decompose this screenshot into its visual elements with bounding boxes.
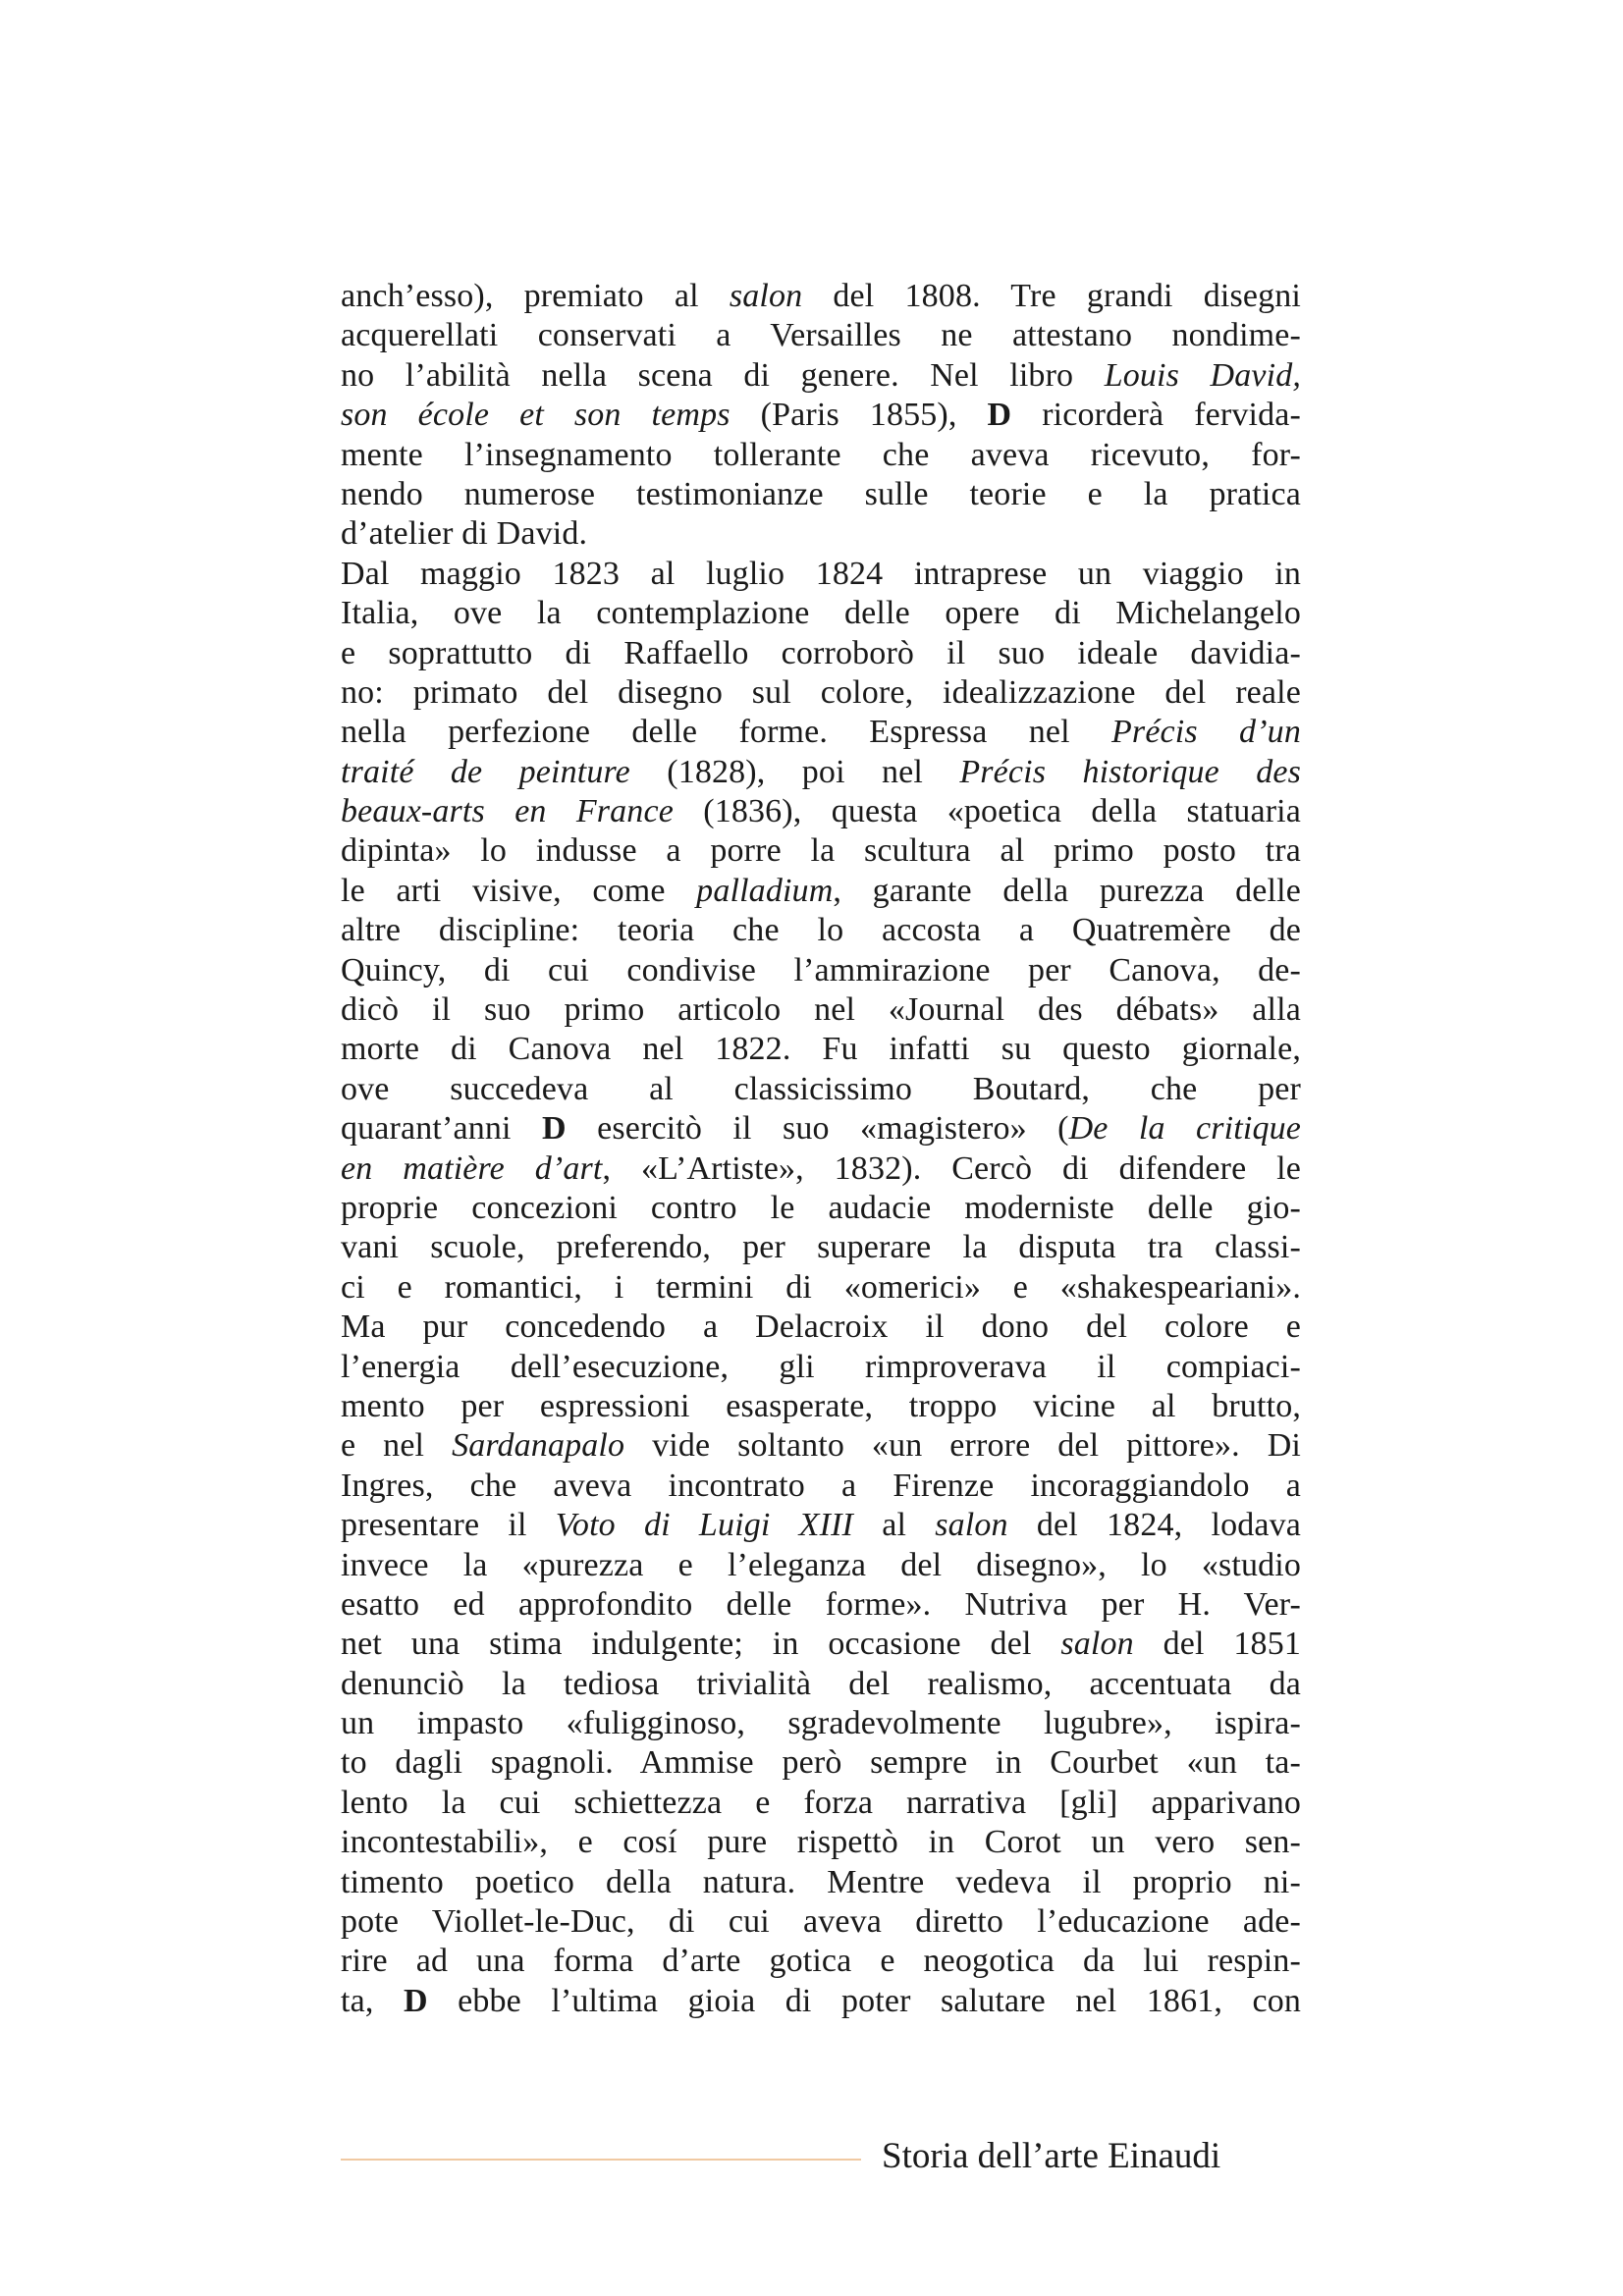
text-span: Ma pur concedendo a Delacroix il dono del colore e xyxy=(341,1308,1301,1346)
text-line xyxy=(341,1863,1301,1902)
text-line xyxy=(341,634,1301,673)
text-span: quarant’anni xyxy=(341,1110,542,1148)
text-span: vani scuole, preferendo, per superare la disputa tra classi- xyxy=(341,1229,1301,1266)
text-span: to dagli spagnoli. Ammise però sempre in Courbet «un ta- xyxy=(341,1744,1301,1782)
text-span: no l’abilità nella scena di genere. Nel libro xyxy=(341,356,1105,394)
italic-span: salon xyxy=(1060,1626,1134,1663)
text-span: Ingres, che aveva incontrato a Firenze incoraggiandolo a xyxy=(341,1467,1301,1504)
text-span: dicò il suo primo articolo nel «Journal des débats» alla xyxy=(341,991,1301,1029)
text-line xyxy=(341,1625,1301,1664)
text-span: ebbe l’ultima gioia di poter salutare nel 1861, con xyxy=(427,1982,1302,2019)
text-line xyxy=(341,990,1301,1030)
text-span: lento la cui schiettezza e forza narrativa [gli] apparivano xyxy=(341,1784,1301,1821)
text-span: vide soltanto «un errore del pittore». Di xyxy=(624,1427,1301,1465)
text-span: Quincy, di cui condivise l’ammirazione per Canova, de- xyxy=(341,951,1301,988)
italic-span: salon xyxy=(935,1507,1008,1544)
italic-span: Voto di Luigi XIII xyxy=(555,1507,854,1544)
text-line xyxy=(341,316,1301,355)
text-line xyxy=(341,951,1301,990)
text-span: pote Viollet-le-Duc, di cui aveva diretto l’educazione ade- xyxy=(341,1903,1301,1941)
text-span: , garante della purezza delle xyxy=(833,872,1301,909)
text-line xyxy=(341,872,1301,911)
text-span: mente l’insegnamento tollerante che aveva ricevuto, for- xyxy=(341,436,1301,473)
text-line xyxy=(341,277,1301,316)
text-span: ci e romantici, i termini di «omerici» e «shakespeariani». xyxy=(341,1268,1301,1306)
text-line xyxy=(341,831,1301,871)
text-span: l’energia dell’esecuzione, gli rimproverava il compiaci- xyxy=(341,1348,1301,1385)
text-line xyxy=(341,1982,1301,2021)
text-line xyxy=(341,1823,1301,1862)
text-line xyxy=(341,514,1301,554)
text-span: net una stima indulgente; in occasione del xyxy=(341,1626,1061,1663)
text-span: ricorderà fervida- xyxy=(1011,397,1301,434)
text-span: nendo numerose testimonianze sulle teorie e la pratica xyxy=(341,475,1301,512)
text-span: dipinta» lo indusse a porre la scultura al primo posto tra xyxy=(341,832,1301,870)
italic-span: Louis David, xyxy=(1104,356,1301,394)
text-line xyxy=(341,1942,1301,1981)
text-line xyxy=(341,1784,1301,1823)
italic-span: Sardanapalo xyxy=(452,1427,625,1465)
text-line xyxy=(341,1070,1301,1109)
text-line xyxy=(341,436,1301,475)
text-span: no: primato del disegno sul colore, idealizzazione del reale xyxy=(341,673,1301,711)
text-span: rire ad una forma d’arte gotica e neogotica da lui respin- xyxy=(341,1943,1301,1980)
footer-label: Storia dell’arte Einaudi xyxy=(882,2136,1221,2176)
text-span: nella perfezione delle forme. Espressa nel xyxy=(341,714,1112,751)
text-span: (1836), questa «poetica della statuaria xyxy=(673,793,1301,830)
text-line xyxy=(341,1902,1301,1942)
text-line xyxy=(341,396,1301,435)
italic-span: Précis d’un xyxy=(1111,714,1301,751)
italic-span: en matière d’art xyxy=(341,1149,603,1187)
text-span: del 1808. Tre grandi disegni xyxy=(802,278,1301,314)
text-span: Italia, ove la contemplazione delle opere di Michelangelo xyxy=(341,595,1301,632)
text-line xyxy=(341,713,1301,752)
text-line xyxy=(341,1467,1301,1506)
text-line xyxy=(341,1506,1301,1545)
text-line xyxy=(341,475,1301,514)
text-span: d’atelier di David. xyxy=(341,515,588,553)
text-span: esercitò il suo «magistero» ( xyxy=(566,1110,1069,1148)
italic-span: salon xyxy=(729,278,803,314)
text-span: Dal maggio 1823 al luglio 1824 intraprese un viaggio in xyxy=(341,555,1301,592)
text-line xyxy=(341,911,1301,950)
text-line xyxy=(341,1387,1301,1426)
text-line xyxy=(341,594,1301,633)
text-span: un impasto «fuligginoso, sgradevolmente lugubre», ispira- xyxy=(341,1705,1301,1742)
text-line xyxy=(341,1348,1301,1387)
text-span: del 1851 xyxy=(1133,1626,1302,1663)
italic-span: beaux-arts en France xyxy=(341,793,674,830)
text-span: (Paris 1855), xyxy=(730,397,988,434)
text-span: del 1824, lodava xyxy=(1007,1507,1301,1544)
text-line xyxy=(341,1426,1301,1466)
text-span: al xyxy=(853,1507,936,1544)
text-line xyxy=(341,1149,1301,1189)
text-line xyxy=(341,1109,1301,1148)
italic-span: traité de peinture xyxy=(341,753,630,790)
text-span: presentare il xyxy=(341,1507,556,1544)
text-span: le arti visive, come xyxy=(341,872,697,909)
text-span: proprie concezioni contro le audacie moderniste delle gio- xyxy=(341,1189,1301,1226)
text-line xyxy=(341,356,1301,396)
text-line xyxy=(341,1030,1301,1069)
text-line xyxy=(341,1665,1301,1704)
text-span: mento per espressioni esasperate, troppo vicine al brutto, xyxy=(341,1387,1301,1424)
text-span: invece la «purezza e l’eleganza del disegno», lo «studio xyxy=(341,1546,1301,1583)
text-span: esatto ed approfondito delle forme». Nutriva per H. Ver- xyxy=(341,1585,1301,1623)
footer-rule xyxy=(341,2159,861,2161)
bold-span: D xyxy=(542,1110,567,1148)
text-span: ta, xyxy=(341,1982,404,2019)
text-span: incontestabili», e cosí pure rispettò in Corot un vero sen- xyxy=(341,1824,1301,1861)
text-line xyxy=(341,1743,1301,1783)
text-line xyxy=(341,555,1301,594)
text-span: morte di Canova nel 1822. Fu infatti su questo giornale, xyxy=(341,1031,1301,1068)
text-span: denunciò la tediosa trivialità del realismo, accentuata da xyxy=(341,1665,1301,1702)
text-span: e soprattutto di Raffaello corroborò il suo ideale davidia- xyxy=(341,634,1301,671)
italic-span: De la critique xyxy=(1068,1110,1301,1148)
text-line xyxy=(341,1585,1301,1625)
text-span: e nel xyxy=(341,1427,453,1465)
italic-span: son école et son temps xyxy=(341,397,730,434)
italic-span: Précis historique des xyxy=(959,753,1301,790)
text-span: (1828), poi nel xyxy=(629,753,960,790)
italic-span: palladium xyxy=(696,872,834,909)
text-line xyxy=(341,1189,1301,1228)
text-span: altre discipline: teoria che lo accosta a Quatremère de xyxy=(341,912,1301,949)
text-span: timento poetico della natura. Mentre vedeva il proprio ni- xyxy=(341,1863,1301,1900)
text-line xyxy=(341,673,1301,713)
text-span: anch’esso), premiato al xyxy=(341,278,730,314)
bold-span: D xyxy=(987,397,1012,434)
text-line xyxy=(341,792,1301,831)
text-line xyxy=(341,1704,1301,1743)
text-line xyxy=(341,1268,1301,1308)
text-span: acquerellati conservati a Versailles ne attestano nondime- xyxy=(341,317,1301,354)
text-span: ove succedeva al classicissimo Boutard, che per xyxy=(341,1070,1301,1107)
text-line xyxy=(341,753,1301,792)
bold-span: D xyxy=(403,1982,428,2019)
body-text xyxy=(341,277,1301,2021)
text-span: , «L’Artiste», 1832). Cercò di difendere le xyxy=(602,1149,1302,1187)
text-line xyxy=(341,1228,1301,1267)
text-line xyxy=(341,1308,1301,1347)
text-line xyxy=(341,1546,1301,1585)
